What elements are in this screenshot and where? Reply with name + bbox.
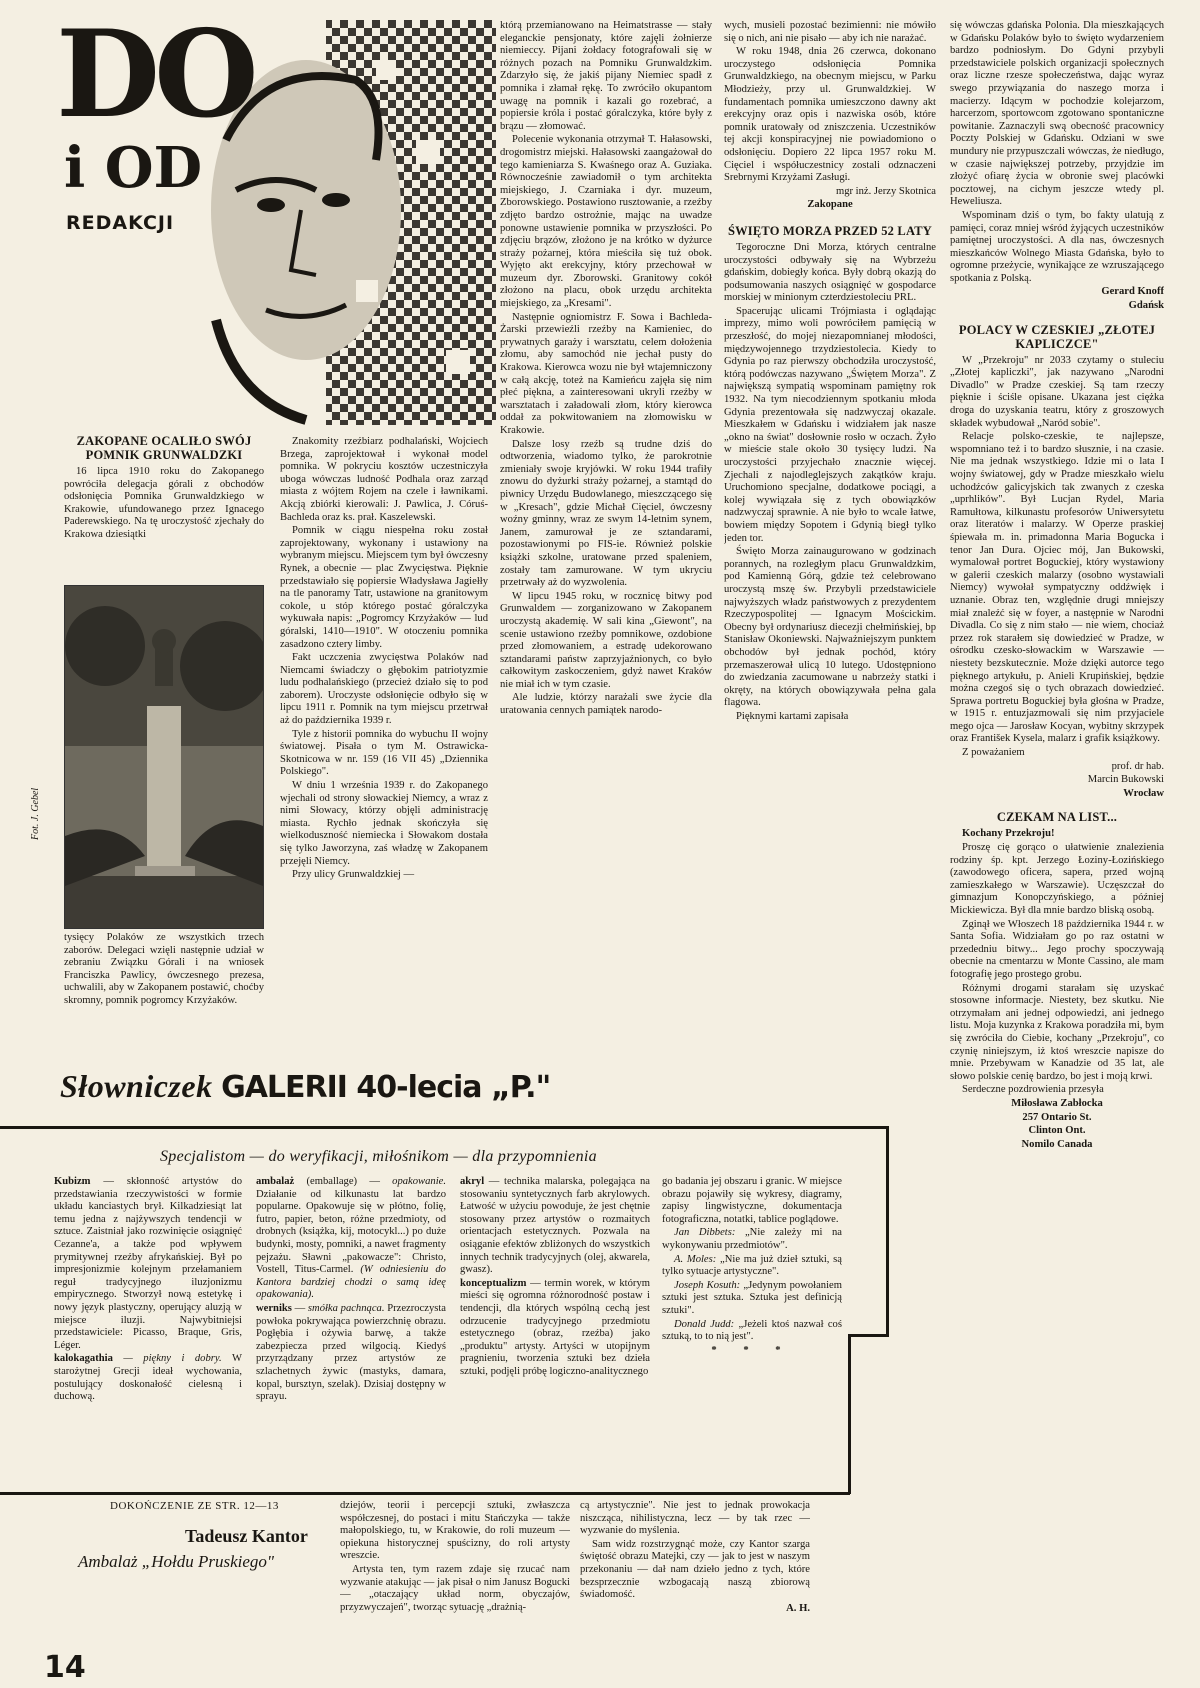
paragraph: Fakt uczczenia zwycięstwa Polaków nad Niemcami świadczy o głębokim patriotyzmie ludu podhalańskiego (przecież działo się to pod zaborem). Uroczyste odsłonięcie odbyło się w lipcu 1911 r. Pomnik na tym miejscu przetrwał aż do października 1939 r. xyxy=(280,652,488,727)
definition: (emballage) — xyxy=(294,1176,393,1187)
polacy-sig-title: prof. dr hab. xyxy=(1111,760,1164,772)
term: kalokagathia xyxy=(54,1353,113,1365)
photo-credit: Fot. J. Gebel xyxy=(30,787,41,840)
paragraph: Pomnik w ciągu niespełna roku został zaprojektowany, wykonany i ustawiony na wybranym miejscu. Miejscem tym był ówczesny Rynek, a obecnie — plac Zwycięstwa. Pięknie przedstawiało się popiersie Władysława Jagiełły na tle panoramy Tatr, ustawione na granitowym cokole, u stóp którego postać góralczyka wykuwała napis: „Pogromcy Krzyżaków — lud góralski, 1410—1910". W otoczeniu pomnika zasadzono cztery limby. xyxy=(280,525,488,650)
quote-author: Donald Judd: xyxy=(674,1318,735,1330)
zakopane-p1: 16 lipca 1910 roku do Zakopanego powróciła delegacja górali z obchodów odsłonięcia Pomnika Grunwaldzkiego w Krakowie, ufundowanego przez Ignacego Paderewskiego. Na tę uroczystość zjechały do Krakowa dziesiątki xyxy=(64,466,264,540)
zakopane-signature-city: Zakopane xyxy=(807,199,853,211)
polacy-headline: POLACY W CZESKIEJ „ZŁOTEJ KAPLICZCE" xyxy=(958,322,1156,351)
definition: — termin worek, w którym mieści się ogromna różnorodność postaw i tendencji, dla których wspólną cechą jest odrzucenie tradycyjnego przedmiotu estetycznego (obraz, rzeźba) jako „produktu" artysty. Artyści w utopijnym pragnieniu, tworzenia sztuki bez dzieła sztuki, podjęli próbę logiczno-analitycznego xyxy=(460,1277,650,1377)
col4 xyxy=(724,20,936,1050)
slowniczek-title-b: GALERII 40-lecia „P." xyxy=(221,1070,551,1105)
paragraph: go badania jej obszaru i granic. W miejsce obrazu pojawiły się wykresy, diagramy, zapisy lingwistyczne, dokumentacja fotograficzna, notatki, tablice poglądowe. xyxy=(662,1176,842,1225)
paragraph: Różnymi drogami starałam się uzyskać stosowne informacje. Niestety, bez skutku. Nie otrzymałam ani jednej odpowiedzi, ani jednego listu. Moja kuzynka z Krakowa poradziła mi, bym się zwróciła do Ciebie, kochany „Przekroju", co czynię niniejszym, iż ktoś wreszcie napisze do mnie. Przebywam w Kanadzie od 35 lat, ale słowo polskie cenię bardzo, bo jest i moją krwi. xyxy=(950,982,1164,1082)
definition: W starożytnej Grecji ideał wychowania, postulujący doskonałość cielesną i duchową. xyxy=(54,1353,242,1403)
paragraph: Znakomity rzeźbiarz podhalański, Wojciech Brzega, zaprojektował i wykonał model pomnika. W pokryciu kosztów uczestniczyła uboga wówczas ludność Podhala oraz zarząd miasta z wójtem Rojem na czele i ławnikami. Akcją zbiórki kierowali: J. Pawlica, J. Córuś-Bachleda oraz ks. prał. Kaszelewski. xyxy=(280,436,488,523)
paragraph: Następnie ogniomistrz F. Sowa i Bachleda-Żarski przewieźli rzeźby na Kamieniec, do prywatnych garaży i warsztatu, celem dołożenia złomu, aby samochód nie jechał pusty do Krakowa. Kierowca wozu nie był wtajemniczony w całą akcję, toteż na Kamieńcu zajęła się nim płeć piękna, a zainteresowani ukryli rzeźby w warsztatach i załadowali złom, który kierowca oddał za pokwitowaniem na złomowisku w Krakowie. xyxy=(500,311,712,436)
definition: Działanie od kilkunastu lat bardzo popularne. Opakowuje się w płótno, folię, futro, papier, beton, różne przedmioty, od drobnych (książka, kij, motocykl...) po duże budynki, mosty, pomniki, a nawet fragmenty pejzażu. Sławni „pakowacze": Christo, Vostell, Titus-Carmel. xyxy=(256,1188,446,1276)
quote-author: A. Moles: xyxy=(674,1253,717,1265)
quote-author: Joseph Kosuth: xyxy=(674,1279,741,1291)
box-border xyxy=(0,1126,888,1129)
zakopane-signature: mgr inż. Jerzy Skotnica xyxy=(835,185,936,197)
definition: — technika malarska, polegająca na stosowaniu syntetycznych farb akrylowych. Łatwość w użyciu powoduje, że jest chętnie stosowany przez artystów o rozmaitych orientacjach estetycznych. Pozwala na osiąganie efektów zbliżonych do wszystkich innych technik tradycyjnych (olej, akwarela, gwasz). xyxy=(460,1176,650,1276)
term: ambalaż xyxy=(256,1176,295,1187)
slowniczek-col3 xyxy=(460,1176,650,1488)
paragraph: Proszę cię gorąco o ułatwienie znalezienia rodziny śp. kpt. Jerzego Łoziny-Łozińskiego (zawodowego oficera, sapera, przed wojną zamieszkałego w Warszawie). Uczęszczał do gimnazjum Konopczyńskiego, a później Mickiewicza. Był dla mnie bardzo bliską osobą. xyxy=(950,842,1164,916)
paragraph: Tyle z historii pomnika do wybuchu II wojny światowej. Pisała o tym M. Ostrawicka-Skotnicowa w nr. 159 (16 VII 45) „Dziennika Polskiego". xyxy=(280,728,488,778)
kantor-col2 xyxy=(580,1500,810,1650)
kantor-name: Tadeusz Kantor xyxy=(185,1526,308,1546)
slowniczek-col2 xyxy=(256,1176,446,1488)
paragraph: Przy ulicy Grunwaldzkiej — xyxy=(292,869,415,881)
definition: smółka pachnąca. xyxy=(307,1302,385,1314)
box-border xyxy=(848,1334,889,1337)
quote: „Jedynym powołaniem sztuki jest sztuka. Sztuka jest definicją sztuki". xyxy=(662,1279,842,1316)
box-border xyxy=(848,1336,851,1494)
paragraph: Pięknymi kartami zapisała xyxy=(736,710,849,722)
box-border xyxy=(886,1126,889,1336)
swieto-morza-headline: ŚWIĘTO MORZA PRZED 52 LATY xyxy=(727,223,933,238)
czekam-sig-street: 257 Ontario St. xyxy=(1022,1111,1092,1123)
separator-stars: * * * xyxy=(711,1344,793,1356)
slowniczek-col4 xyxy=(662,1176,842,1488)
kantor-signature: A. H. xyxy=(786,1602,810,1614)
paragraph: Relacje polsko-czeskie, te najlepsze, wspomniano też i to bardzo słusznie, i na czasie. Nie ma jednak wszystkiego. Idzie mi o lata I wojny światowej, gdy w Pradze mieszkało wielu uchodźców galicyjskich tak zwanych z czeska „uprhlików". Był Lucjan Rydel, Maria Ramułtowa, kilkunastu profesorów Uniwersytetu oraz literatów i malarzy. W Operze praskiej śpiewała m. in. primadonna Maria Bogucka i tenor Jan Dura. Ojciec mój, Jan Bukowski, wymalował portret Boguckiej, który wystawiony w galerii czeskich malarzy (osobno wystawiali Niemcy) wywołał sympatyczny oddźwięk i uznanie. Obraz ten, względnie drugi mniejszy miał znaleźć się w foyer, a następnie w Narodni Divadla. Co się z nim stało — nie wiem, chociaż przez rok starałem się dowiedzieć w Pradze, w ośrodku czesko-słowackim w Warszawie — niestety bezskutecznie. Może dzięki autorce tego pięknego artykułu, p. Anieli Krupińskiej, będzie można czegoś się o tych obrazach dowiedzieć. Sprawa portretu Boguckiej była głośna w Pradze, w 1915 r. entuzjazmowali się nim przyjaciele mego ojca — Jarosław Kocyan, wybitny skrzypek oraz František Kysela, malarz i grafik książkowy. xyxy=(950,431,1164,745)
paragraph: którą przemianowano na Heimatstrasse — stały eleganckie pensjonaty, które zajęli żołnierze niemieccy. Pijani żołdacy fotografowali się w różnych pozach na Pomniku Grunwaldzkim. Zdarzyło się, że jakiś pijany Niemiec spadł z pomnika i złamał rękę. To zwróciło okupantom uwagę na pomnik i kazali go rozebrać, a popiersie króla i postać góralczyka, które były z brązu — złomować. xyxy=(500,20,712,132)
kantor-col1 xyxy=(340,1500,570,1650)
zakopane-col2 xyxy=(280,436,488,1042)
zakopane-col1-bottom xyxy=(64,932,264,1050)
paragraph: Spacerując ulicami Trójmiasta i oglądając imprezy, mimo woli powróciłem pamięcią w przeszłość, do mojej niezapomnianej młodości, międzywojennego trzydziestolecia. Kiedy to Gdynia po raz pierwszy obchodziła uroczystość, którą podówczas nazywano „Świętem Morza". Z największą sympatią wspominam pamiętny rok 1932. Na tym niecodziennym spotkaniu młoda Gdynia prezentowała się nadzwyczaj okazale. Mieszkałem w Gdańsku i widziałem jak nasze „okno na świat" dosłownie rosło w oczach. Żyło w mieście stale około 30 tysięcy ludzi. Na uroczystości przyjechało znacznie więcej. Zjechali z najodleglejszych zakątków kraju. Uruchomiono specjalne, dodatkowe pociągi, a kolej wywiązała się z tych obowiązków nadzwyczaj sprawnie. A nie było to wcale łatwe, bowiem między Sopotem i Gdynią biegł tylko jeden tor. xyxy=(724,305,936,544)
masthead-i-od: i OD xyxy=(64,135,203,201)
col5 xyxy=(950,20,1164,1660)
slowniczek-subtitle: Specjalistom — do weryfikacji, miłośnikom — dla przypomnienia xyxy=(160,1148,597,1165)
zakopane-col3 xyxy=(500,20,712,1042)
slowniczek-title-a: Słowniczek xyxy=(60,1068,213,1104)
czekam-sig-town: Clinton Ont. xyxy=(1028,1125,1086,1137)
paragraph: się wówczas gdańska Polonia. Dla mieszkających w Gdańsku Polaków było to święto wydarzeniem bardzo podniosłym. Do Gdyni przybyli przedstawiciele polskich organizacji społecznych oraz liczne rzesze społeczeństwa, dając wyraz swego przywiązania do naszego morza i macierzy. Idącym w pochodzie kolejarzom, harcerzom, sportowcom zgotowano spontaniczne powitanie. Zaznaczyli swą obecność pracownicy Poczty Polskiej w Gdańsku. Odziani w swe mundury nie przypuszczali wówczas, że niedługo, w czasie największej potrzeby, przyjdzie im złożyć ofiarę życia w obronie swej placówki pocztowej, na cichym jeszcze wtedy pl. Heweliusza. xyxy=(950,20,1164,208)
definition: — skłonność artystów do przedstawiania rzeczywistości w formie układu kanciastych brył. Kilkadziesiąt lat temu jedna z najżywszych tendencji w sztuce. Zaistniał jako rozwinięcie osiągnięć Cezanne'a, a także pod wpływem prymitywnej rzeźby afrykańskiej. Był po impresjonizmie kolejnym przełamaniem reguł tradycyjnego iluzjonizmu empirycznego. Stworzył nową estetykę i nowy język plastyczny, operujący aluzją w miejsce iluzji. Najwybitniejsi przedstawiciele: Picasso, Braque, Gris, Léger. xyxy=(54,1176,242,1351)
zakopane-p1b: tysięcy Polaków ze wszystkich trzech zaborów. Delegaci wzięli następnie udział w zebraniu Związku Górali i na wniosek Franciszka Pawlicy, ówczesnego prezesa, uchwalili, aby w Zakopanem postawić, choćby skromny, pomnik pogromcy Krzyżaków. xyxy=(64,932,264,1006)
term: Kubizm xyxy=(54,1176,91,1187)
kantor-subtitle: Ambalaż „Hołdu Pruskiego" xyxy=(78,1552,275,1571)
quote: „Nie ma już dzieł sztuki, są tylko sytuacje artystyczne". xyxy=(662,1253,842,1278)
box-border xyxy=(0,1492,850,1495)
polacy-sig-name: Marcin Bukowski xyxy=(1087,774,1164,786)
definition: — piękny i dobry. xyxy=(112,1353,222,1365)
paragraph: Z poważaniem xyxy=(962,747,1025,759)
swieto-morza-signature-city: Gdańsk xyxy=(1128,300,1164,312)
definition: — xyxy=(291,1302,308,1314)
page-number: 14 xyxy=(44,1650,86,1685)
definition: opakowanie. xyxy=(392,1176,446,1187)
definition: Przezroczysta powłoka pokrywająca powierzchnię obrazu. Pogłębia i ożywia barwę, a także zabezpiecza przed wilgocią. Kiedyś przyrządzany przez artystów ze szlachetnych żywic (mastyks, damara, kopal, bursztyn, szelak). Dzisiaj dostępny w sprayu. xyxy=(256,1302,446,1403)
paragraph: Tegoroczne Dni Morza, których centralne uroczystości odbywały się na Wybrzeżu gdańskim, dobiegły końca. Były dobrą okazją do podsumowania naszych osiągnięć w gospodarce morskiej w minionym czterdziestoleciu PRL. xyxy=(724,241,936,304)
paragraph: Artysta ten, tym razem zdaje się rzucać nam wyzwanie atakując — jak pisał o nim Janusz Bogucki — „otaczający układ norm, obyczajów, przyzwyczajeń", tworząc sytuację „drażnią- xyxy=(340,1563,570,1613)
paragraph: W dniu 1 września 1939 r. do Zakopanego wjechali od strony słowackiej Niemcy, a wraz z nimi Słowacy, którzy objęli administrację miasta. Rychło jednak skończyła się wielkoduszność niemiecka i Słowakom dostała się tylko Jaworzyna, zaś władzę w Zakopanem przejęli Niemcy. xyxy=(280,780,488,867)
slowniczek-title xyxy=(60,1068,550,1106)
paragraph: Serdeczne pozdrowienia przesyła xyxy=(962,1084,1104,1096)
paragraph: Ale ludzie, którzy narażali swe życie dla uratowania cennych pamiątek narodo- xyxy=(500,692,712,717)
czekam-greeting: Kochany Przekroju! xyxy=(962,828,1055,840)
polacy-sig-city: Wrocław xyxy=(1123,787,1164,799)
swieto-morza-signature: Gerard Knoff xyxy=(1101,286,1164,298)
paragraph: dziejów, teorii i percepcji sztuki, zwłaszcza współczesnej, do postaci i mitu Stańczyka — także małopolskiego, tu, w Krakowie, do roli muzeum — opiekuna historycznej spuścizny, do roli artysty wreszcie. xyxy=(340,1500,570,1562)
czekam-sig-country: Nomilo Canada xyxy=(1021,1138,1093,1150)
paragraph: Zginął we Włoszech 18 października 1944 r. w Santa Sofia. Widziałam go po raz ostatni w przededniu bitwy... Jego prochy spoczywają obecnie na cmentarzu w Monte Cassino, ale mam fotografię jego prostego grobu. xyxy=(950,918,1164,980)
paragraph: W „Przekroju" nr 2033 czytamy o stuleciu „Złotej kapliczki", jak nazywano „Narodni Divadlo" w Pradze czeskiej. Są tam rzeczy pięknie i ściśle opisane. Ukazana jest ciężka droga do uzyskania teatru, który z groszowych składek wybudował „Naród sobie". xyxy=(950,354,1164,429)
paragraph: Święto Morza zainaugurowano w godzinach porannych, na rozległym placu Grunwaldzkim, pod Kamienną Górą, gdzie też celebrowano uroczystą mszę św. Przybyli przedstawiciele najwyższych władz państwowych z prezydentem Rzeczypospolitej — Ignacym Mościckim. Obecny był ordynariusz diecezji chełmińskiej, bp Stanisław Okoniewski. Najważniejszym punktem obchodów był jednak pochód, który przemaszerował ulicą 10 lutego. Udostępniono do zwiedzania zacumowane u nabrzeży statki i okręty, na których obowiązywała pełna gala flagowa. xyxy=(724,546,936,709)
quote: „Jeżeli ktoś nazwał coś sztuką, to to nią jest". xyxy=(662,1318,842,1343)
czekam-sig-name: Miłosława Zabłocka xyxy=(1011,1097,1103,1109)
paragraph: cą artystycznie". Nie jest to jednak prowokacja niszcząca, nihilistyczna, lecz — by tak rzec — wyzwanie do myślenia. xyxy=(580,1500,810,1537)
kantor-continuation-ref: DOKOŃCZENIE ZE STR. 12—13 xyxy=(110,1500,279,1512)
paragraph: wych, musieli pozostać bezimienni: nie mówiło się o nich, ani nie pisało — aby ich nie narażać. xyxy=(724,20,936,44)
paragraph: Dalsze losy rzeźb są trudne dziś do odtworzenia, wiadomo tylko, że parokrotnie zmieniały swoje kryjówki. W roku 1944 trafiły znowu do dyżurki straży pożarnej, a stamtąd do piwnicy Urzędu Budowlanego, mieszczącego się w „Kresach", gdzie Michał Cięciel, ówczesny woźny gminny, wraz ze swym 14-letnim synem, Janem, zamurował je ze sztandarami, pozostawionymi po FIS-ie. Również polskie książki szkolne, uratowane przed spaleniem, zostały tam zamurowane. W tym ukryciu przetrwały aż do wyzwolenia. xyxy=(500,438,712,589)
monument-photo xyxy=(64,585,264,929)
slowniczek-col1 xyxy=(54,1176,242,1488)
quote-author: Jan Dibbets: xyxy=(674,1227,736,1239)
paragraph: Polecenie wykonania otrzymał T. Hałasowski, drogomistrz miejski. Hałasowski zaangażował do tego kamieniarza S. Kwaśnego oraz A. Guziaka. Równocześnie zawiadomił o tym architekta miejskiego, J. Czarniaka i dyr. muzeum, Zborowskiego. Postawiono rusztowanie, a rzeźby zdjęto bardzo ostrożnie, mając na uwadze ponowne ustawienie pomnika w przyszłości. Po zdjęciu brązów, złożono je na krótko w dyżurce straży pożarnej, która mieściła się tuż obok. Wyjęto akt erekcyjny, który przechował w muzeum dyr. Zborowski. Granitowy cokół złożono na placu, obok urzędu architekta miejskiego, za „Kresami". xyxy=(500,134,712,310)
masthead-redakcji: REDAKCJI xyxy=(66,212,175,234)
paragraph: W lipcu 1945 roku, w rocznicę bitwy pod Grunwaldem — zorganizowano w Zakopanem uroczystą akademię. W sali kina „Giewont", na scenie ustawiono rzeźby pomnikowe, ozdobione przed złomowaniem, a estradę udekorowano sztandarami państw zaprzyjaźnionych, co było całkowitym zaskoczeniem, gdyż nawet Kraków nie miał ich w tym czasie. xyxy=(500,590,712,690)
quote: „Nie zależy mi na wykonywaniu przedmiotów". xyxy=(662,1227,842,1251)
definition: (W odniesieniu do Kantora bardziej chodzi o samą ideę opakowania). xyxy=(256,1264,446,1301)
term: akryl xyxy=(460,1176,485,1187)
paragraph: Wspominam dziś o tym, bo fakty ulatują z pamięci, coraz mniej wśród żyjących uczestników pamiętnej uroczystości. A dla nas, ówczesnych mieszkańców Wolnego Miasta Gdańska, było to ogromne przeżycie, wynikające ze wzruszającego spotkania z Polską. xyxy=(950,209,1164,284)
czekam-headline: CZEKAM NA LIST... xyxy=(996,810,1118,825)
zakopane-headline: ZAKOPANE OCALIŁO SWÓJ POMNIK GRUNWALDZKI xyxy=(76,434,252,462)
term: konceptualizm xyxy=(460,1277,527,1289)
paragraph: W roku 1948, dnia 26 czerwca, dokonano uroczystego odsłonięcia Pomnika Grunwaldzkiego, na obecnym miejscu, w Parku Młodzieży, przy ul. Grunwaldzkiej. W fundamentach pomnika umieszczono dawny akt erekcyjny oraz opis i nazwiska osób, które pomnik uratowały od zniszczenia. Uczestników tej akcji konspiracyjnej nie powiadomiono o odsłonięciu. Dopiero 22 lipca 1957 roku M. Cięciel i współuczestnicy zostali odznaczeni Srebrnymi Krzyżami Zasługi. xyxy=(724,46,936,184)
zakopane-col1-top xyxy=(64,432,264,580)
term: werniks xyxy=(256,1302,292,1314)
paragraph: Sam widz rozstrzygnąć może, czy Kantor szarga świętość obrazu Matejki, czy — jak to jest w naszym przekonaniu — dał nam dzieło jedno z tych, które bezsprzecznie wzbogacają naszą zbiorową świadomość. xyxy=(580,1538,810,1601)
masthead-do: DO xyxy=(56,4,253,145)
